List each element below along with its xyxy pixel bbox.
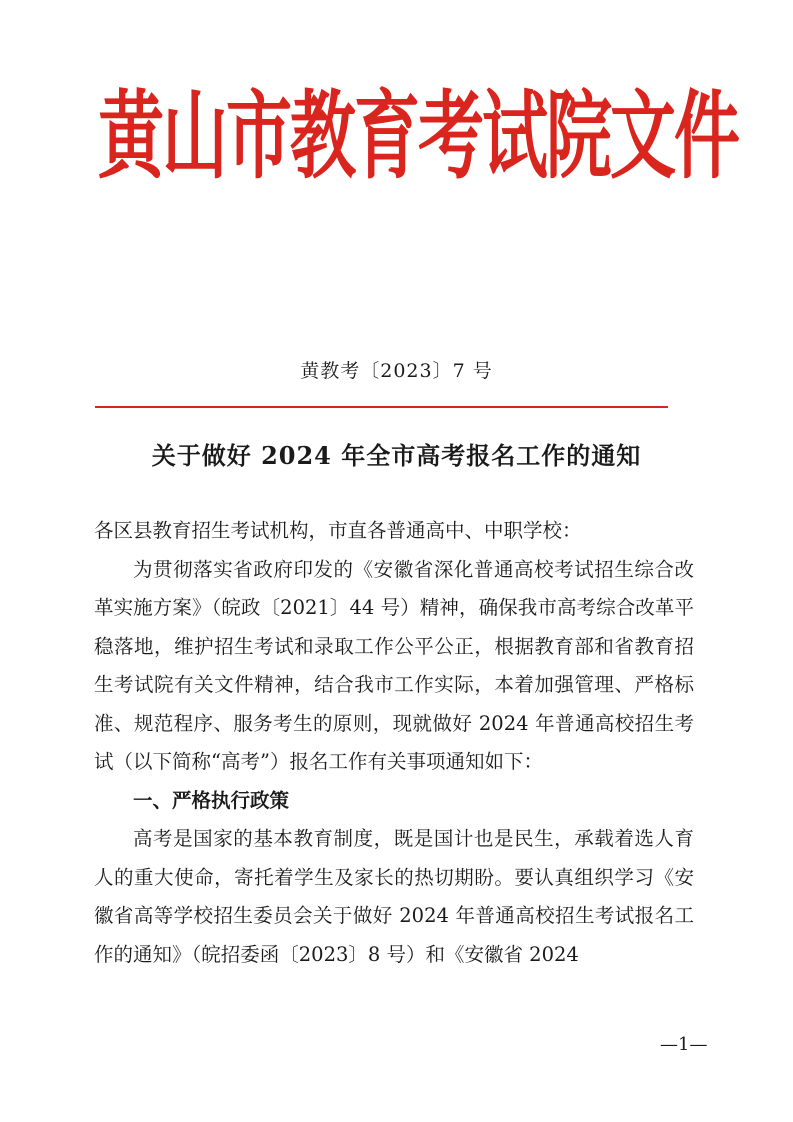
document-body — [94, 512, 694, 974]
document-title: 关于做好 2024 年全市高考报名工作的通知 — [151, 441, 642, 470]
salutation: 各区县教育招生考试机构，市直各普通高中、中职学校： — [94, 519, 582, 542]
section-heading: 一、严格执行政策 — [133, 788, 290, 812]
paragraph-section-1: 高考是国家的基本教育制度，既是国计也是民生，承载着选人育人的重大使命，寄托着学生及家长的热切期盼。要认真组织学习《安徽省高等学校招生委员会关于做好 2024 年普通高校招生考试报名工作的通知》（皖招委函〔2023〕8 号）和《安徽省 2024 — [94, 827, 694, 966]
document-number: 黄教考〔2023〕7 号 — [300, 360, 493, 382]
red-divider-line — [95, 406, 668, 408]
page-number: —1— — [660, 1034, 708, 1055]
paragraph-intro: 为贯彻落实省政府印发的《安徽省深化普通高校考试招生综合改革实施方案》（皖政〔2021〕44 号）精神，确保我市高考综合改革平稳落地，维护招生考试和录取工作公平公正，根据教育部和省教育招生考试院有关文件精神，结合我市工作实际，本着加强管理、严格标准、规范程序、服务考生的原则，现就做好 2024 年普通高校招生考试（以下简称“高考”）报名工作有关事项通知如下： — [94, 557, 694, 773]
red-header-title: 黄山市教育考试院文件 — [98, 80, 738, 193]
